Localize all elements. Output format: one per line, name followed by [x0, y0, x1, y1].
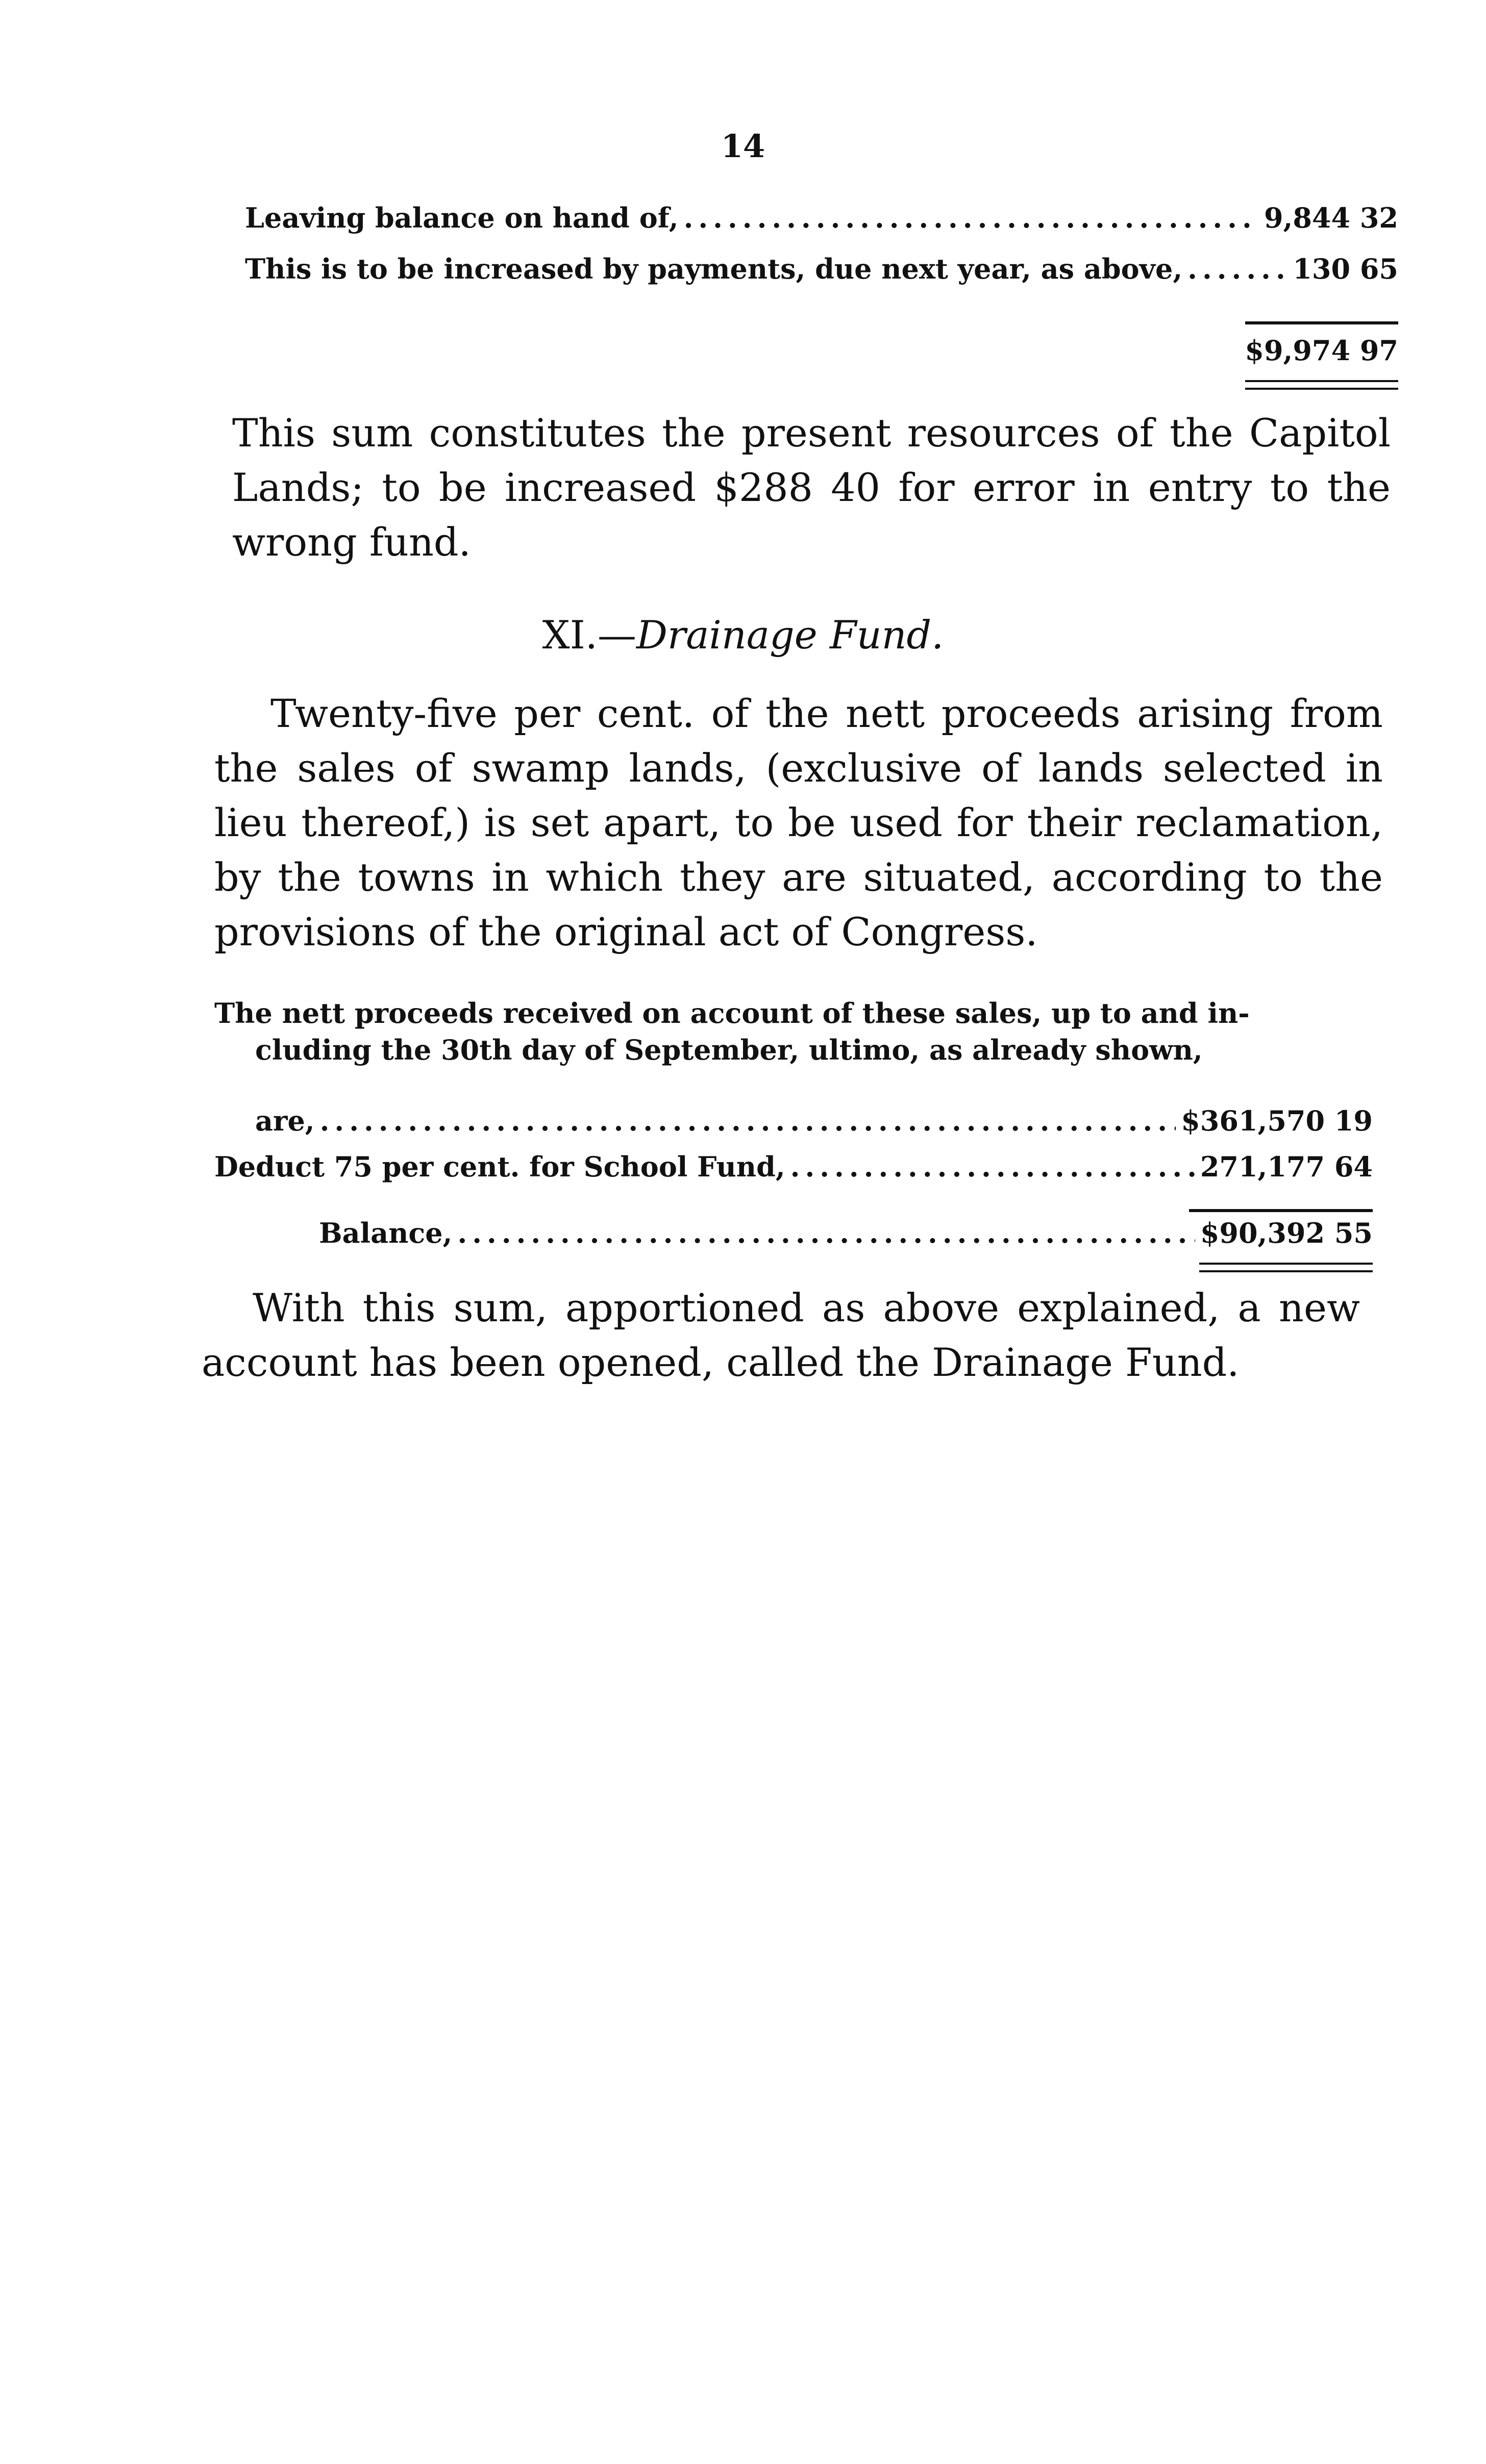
total-double-rule-top: [1245, 380, 1398, 382]
leader-dots: [320, 1104, 1176, 1137]
sum-rule: [1245, 321, 1398, 324]
section-number: XI.—: [542, 612, 636, 658]
leader-dots: [790, 1150, 1195, 1183]
proceeds-line-3: are,: [255, 1104, 315, 1137]
leader-dots: [1187, 253, 1287, 285]
proceeds-statement: [214, 995, 1373, 1068]
capitol-lands-paragraph: This sum constitutes the present resources of the Capitol Lands; to be increased $288 40 for error in entry to the wrong fund.: [232, 410, 1391, 565]
section-heading: [0, 612, 1486, 658]
ledger-amount: 9,844 32: [1264, 202, 1398, 234]
ledger-row-increase: [245, 253, 1398, 285]
ledger-total: [1225, 334, 1398, 367]
proceeds-amount: $361,570 19: [1181, 1104, 1373, 1137]
section-title: Drainage Fund.: [636, 612, 944, 658]
leader-dots: [457, 1217, 1195, 1249]
sum-rule: [1189, 1209, 1373, 1212]
balance-double-rule-bottom: [1199, 1270, 1373, 1272]
ledger-total-amount: $9,974 97: [1245, 334, 1398, 367]
deduct-amount: 271,177 64: [1200, 1150, 1373, 1183]
total-double-rule-bottom: [1245, 388, 1398, 390]
balance-double-rule-top: [1199, 1263, 1373, 1265]
ledger-label: This is to be increased by payments, due next year, as above,: [245, 253, 1183, 285]
page-number: 14: [721, 128, 765, 165]
balance-row: [319, 1217, 1373, 1249]
deduct-row: [214, 1150, 1373, 1183]
proceeds-row: [255, 1104, 1373, 1137]
drainage-closing-paragraph: With this sum, apportioned as above explained, a new account has been opened, called the Drainage Fund.: [202, 1285, 1360, 1385]
leader-dots: [684, 202, 1259, 234]
ledger-label: Leaving balance on hand of,: [245, 202, 679, 234]
drainage-intro-paragraph: Twenty-five per cent. of the nett proceeds arising from the sales of swamp lands, (exclusive of lands selected in lieu thereof,) is set apart, to be used for their reclamation, by the towns in which they are situated, according to the provisions of the original act of Congress.: [214, 691, 1383, 954]
proceeds-line-2: cluding the 30th day of September, ultimo, as already shown,: [255, 1034, 1203, 1066]
deduct-label: Deduct 75 per cent. for School Fund,: [214, 1150, 785, 1183]
ledger-row-balance: [245, 202, 1398, 234]
balance-amount: $90,392 55: [1200, 1217, 1373, 1249]
ledger-amount: 130 65: [1293, 253, 1398, 285]
balance-label: Balance,: [319, 1217, 453, 1249]
proceeds-line-1: The nett proceeds received on account of these sales, up to and in-: [214, 997, 1250, 1029]
